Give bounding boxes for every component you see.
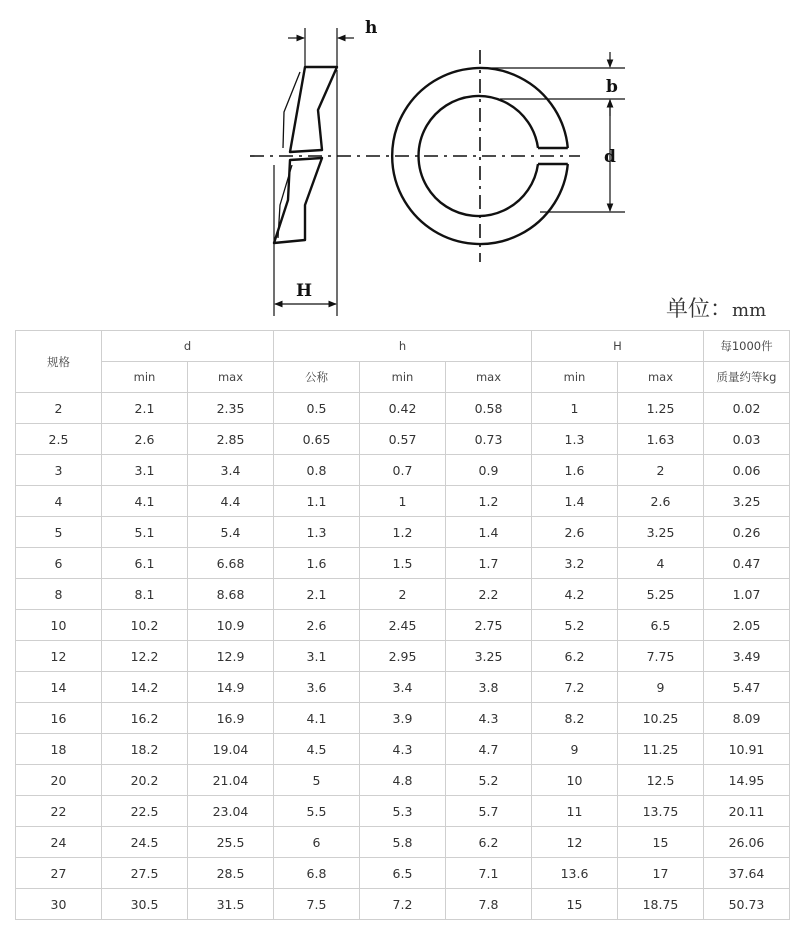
cell-spec: 24 [16,827,102,858]
cell-h-max: 6.2 [446,827,532,858]
cell-h-nominal: 2.1 [274,579,360,610]
cell-H-min: 1.6 [532,455,618,486]
cell-weight: 50.73 [704,889,790,920]
cell-d-min: 14.2 [102,672,188,703]
cell-spec: 27 [16,858,102,889]
cell-h-nominal: 0.65 [274,424,360,455]
cell-h-max: 3.8 [446,672,532,703]
cell-weight: 10.91 [704,734,790,765]
cell-d-max: 6.68 [188,548,274,579]
cell-d-min: 18.2 [102,734,188,765]
cell-d-max: 8.68 [188,579,274,610]
cell-h-min: 0.7 [360,455,446,486]
cell-d-max: 2.85 [188,424,274,455]
cell-weight: 26.06 [704,827,790,858]
spec-table [15,330,790,920]
cell-h-nominal: 5 [274,765,360,796]
cell-h-max: 7.1 [446,858,532,889]
cell-weight: 37.64 [704,858,790,889]
cell-d-min: 16.2 [102,703,188,734]
cell-weight: 0.02 [704,393,790,424]
cell-d-min: 20.2 [102,765,188,796]
header-h-nominal: 公称 [274,362,360,393]
H-label: H [296,281,313,301]
cell-d-max: 3.4 [188,455,274,486]
cell-h-max: 0.9 [446,455,532,486]
cell-d-max: 5.4 [188,517,274,548]
table-row [16,858,790,889]
cell-h-min: 2 [360,579,446,610]
cell-h-nominal: 0.8 [274,455,360,486]
cell-H-max: 7.75 [618,641,704,672]
header-H: H [532,331,704,362]
cell-d-max: 14.9 [188,672,274,703]
cell-d-max: 21.04 [188,765,274,796]
cell-H-min: 7.2 [532,672,618,703]
cell-H-max: 3.25 [618,517,704,548]
cell-weight: 0.26 [704,517,790,548]
cell-weight: 14.95 [704,765,790,796]
cell-h-nominal: 2.6 [274,610,360,641]
cell-H-max: 1.25 [618,393,704,424]
cell-h-min: 5.3 [360,796,446,827]
cell-d-min: 4.1 [102,486,188,517]
cell-H-max: 13.75 [618,796,704,827]
cell-H-min: 13.6 [532,858,618,889]
cell-h-max: 4.7 [446,734,532,765]
cell-h-max: 5.2 [446,765,532,796]
cell-H-min: 9 [532,734,618,765]
cell-h-max: 1.4 [446,517,532,548]
header-H-max: max [618,362,704,393]
cell-h-nominal: 3.6 [274,672,360,703]
cell-h-min: 2.45 [360,610,446,641]
header-d-max: max [188,362,274,393]
table-row [16,393,790,424]
table-row [16,517,790,548]
cell-H-max: 1.63 [618,424,704,455]
header-d: d [102,331,274,362]
table-row [16,827,790,858]
spec-table-body [16,393,790,920]
cell-spec: 5 [16,517,102,548]
cell-h-max: 0.58 [446,393,532,424]
cell-d-min: 12.2 [102,641,188,672]
cell-H-min: 2.6 [532,517,618,548]
washer-side-view [274,67,337,243]
table-row [16,641,790,672]
table-row [16,579,790,610]
table-row [16,455,790,486]
cell-d-min: 2.1 [102,393,188,424]
header-row-1 [16,331,790,362]
cell-d-min: 3.1 [102,455,188,486]
cell-H-max: 18.75 [618,889,704,920]
cell-d-max: 10.9 [188,610,274,641]
cell-h-min: 3.9 [360,703,446,734]
cell-H-min: 1 [532,393,618,424]
cell-spec: 20 [16,765,102,796]
table-row [16,672,790,703]
cell-h-max: 1.2 [446,486,532,517]
cell-spec: 2.5 [16,424,102,455]
cell-d-max: 2.35 [188,393,274,424]
cell-spec: 18 [16,734,102,765]
cell-H-min: 10 [532,765,618,796]
cell-H-max: 11.25 [618,734,704,765]
cell-H-max: 2 [618,455,704,486]
cell-h-max: 4.3 [446,703,532,734]
cell-d-max: 19.04 [188,734,274,765]
cell-h-max: 5.7 [446,796,532,827]
cell-d-min: 24.5 [102,827,188,858]
cell-h-min: 1.2 [360,517,446,548]
cell-H-min: 5.2 [532,610,618,641]
cell-weight: 2.05 [704,610,790,641]
cell-spec: 12 [16,641,102,672]
cell-spec: 2 [16,393,102,424]
unit-text: 单位： [666,297,733,322]
cell-h-nominal: 5.5 [274,796,360,827]
table-row [16,548,790,579]
cell-weight: 3.25 [704,486,790,517]
cell-weight: 8.09 [704,703,790,734]
cell-d-min: 5.1 [102,517,188,548]
cell-H-min: 1.3 [532,424,618,455]
spring-washer-diagram [0,0,804,330]
cell-weight: 0.47 [704,548,790,579]
cell-spec: 6 [16,548,102,579]
cell-weight: 0.06 [704,455,790,486]
cell-h-nominal: 4.1 [274,703,360,734]
cell-spec: 30 [16,889,102,920]
cell-H-max: 12.5 [618,765,704,796]
cell-h-min: 1.5 [360,548,446,579]
unit-label [666,292,766,323]
table-row [16,765,790,796]
cell-H-max: 9 [618,672,704,703]
cell-h-nominal: 1.6 [274,548,360,579]
cell-spec: 3 [16,455,102,486]
cell-h-nominal: 1.3 [274,517,360,548]
cell-spec: 14 [16,672,102,703]
cell-h-nominal: 4.5 [274,734,360,765]
cell-h-nominal: 0.5 [274,393,360,424]
table-row [16,703,790,734]
header-row-2 [16,362,790,393]
cell-d-max: 4.4 [188,486,274,517]
cell-d-max: 28.5 [188,858,274,889]
cell-h-min: 4.3 [360,734,446,765]
cell-H-max: 17 [618,858,704,889]
h-dimension [288,28,354,66]
cell-h-min: 0.57 [360,424,446,455]
header-h: h [274,331,532,362]
cell-h-nominal: 7.5 [274,889,360,920]
cell-d-min: 30.5 [102,889,188,920]
cell-h-min: 4.8 [360,765,446,796]
cell-h-min: 2.95 [360,641,446,672]
cell-h-min: 7.2 [360,889,446,920]
cell-h-min: 3.4 [360,672,446,703]
cell-H-min: 3.2 [532,548,618,579]
cell-H-min: 4.2 [532,579,618,610]
cell-h-min: 0.42 [360,393,446,424]
d-label: d [604,147,616,167]
header-weight-line2: 质量约等kg [704,362,790,393]
cell-spec: 22 [16,796,102,827]
cell-H-min: 8.2 [532,703,618,734]
cell-d-max: 25.5 [188,827,274,858]
cell-d-min: 27.5 [102,858,188,889]
header-h-max: max [446,362,532,393]
cell-d-max: 12.9 [188,641,274,672]
cell-h-min: 1 [360,486,446,517]
table-row [16,796,790,827]
cell-d-min: 6.1 [102,548,188,579]
cell-spec: 4 [16,486,102,517]
unit-mm: mm [732,300,767,321]
table-row [16,486,790,517]
header-d-min: min [102,362,188,393]
cell-h-max: 0.73 [446,424,532,455]
cell-h-max: 1.7 [446,548,532,579]
cell-h-max: 2.2 [446,579,532,610]
cell-H-max: 5.25 [618,579,704,610]
cell-weight: 20.11 [704,796,790,827]
cell-h-nominal: 6 [274,827,360,858]
cell-h-max: 2.75 [446,610,532,641]
cell-d-min: 22.5 [102,796,188,827]
cell-H-max: 6.5 [618,610,704,641]
cell-h-nominal: 6.8 [274,858,360,889]
cell-h-min: 5.8 [360,827,446,858]
cell-d-min: 8.1 [102,579,188,610]
cell-H-max: 4 [618,548,704,579]
b-d-dimensions [482,52,625,212]
cell-H-max: 15 [618,827,704,858]
cell-weight: 0.03 [704,424,790,455]
cell-h-max: 3.25 [446,641,532,672]
table-row [16,610,790,641]
cell-H-min: 11 [532,796,618,827]
cell-H-min: 1.4 [532,486,618,517]
header-spec: 规格 [16,331,102,393]
cell-spec: 10 [16,610,102,641]
header-h-min: min [360,362,446,393]
cell-d-max: 16.9 [188,703,274,734]
table-row [16,734,790,765]
cell-H-max: 2.6 [618,486,704,517]
b-label: b [606,77,618,97]
cell-d-max: 23.04 [188,796,274,827]
cell-weight: 3.49 [704,641,790,672]
cell-h-max: 7.8 [446,889,532,920]
header-weight-line1: 每1000件 [704,331,790,362]
table-row [16,889,790,920]
cell-spec: 16 [16,703,102,734]
h-label: h [365,18,378,38]
cell-d-min: 2.6 [102,424,188,455]
cell-h-min: 6.5 [360,858,446,889]
cell-weight: 5.47 [704,672,790,703]
cell-H-min: 12 [532,827,618,858]
cell-spec: 8 [16,579,102,610]
cell-weight: 1.07 [704,579,790,610]
table-row [16,424,790,455]
cell-H-min: 6.2 [532,641,618,672]
cell-h-nominal: 1.1 [274,486,360,517]
cell-d-max: 31.5 [188,889,274,920]
cell-d-min: 10.2 [102,610,188,641]
cell-H-min: 15 [532,889,618,920]
cell-h-nominal: 3.1 [274,641,360,672]
header-H-min: min [532,362,618,393]
cell-H-max: 10.25 [618,703,704,734]
